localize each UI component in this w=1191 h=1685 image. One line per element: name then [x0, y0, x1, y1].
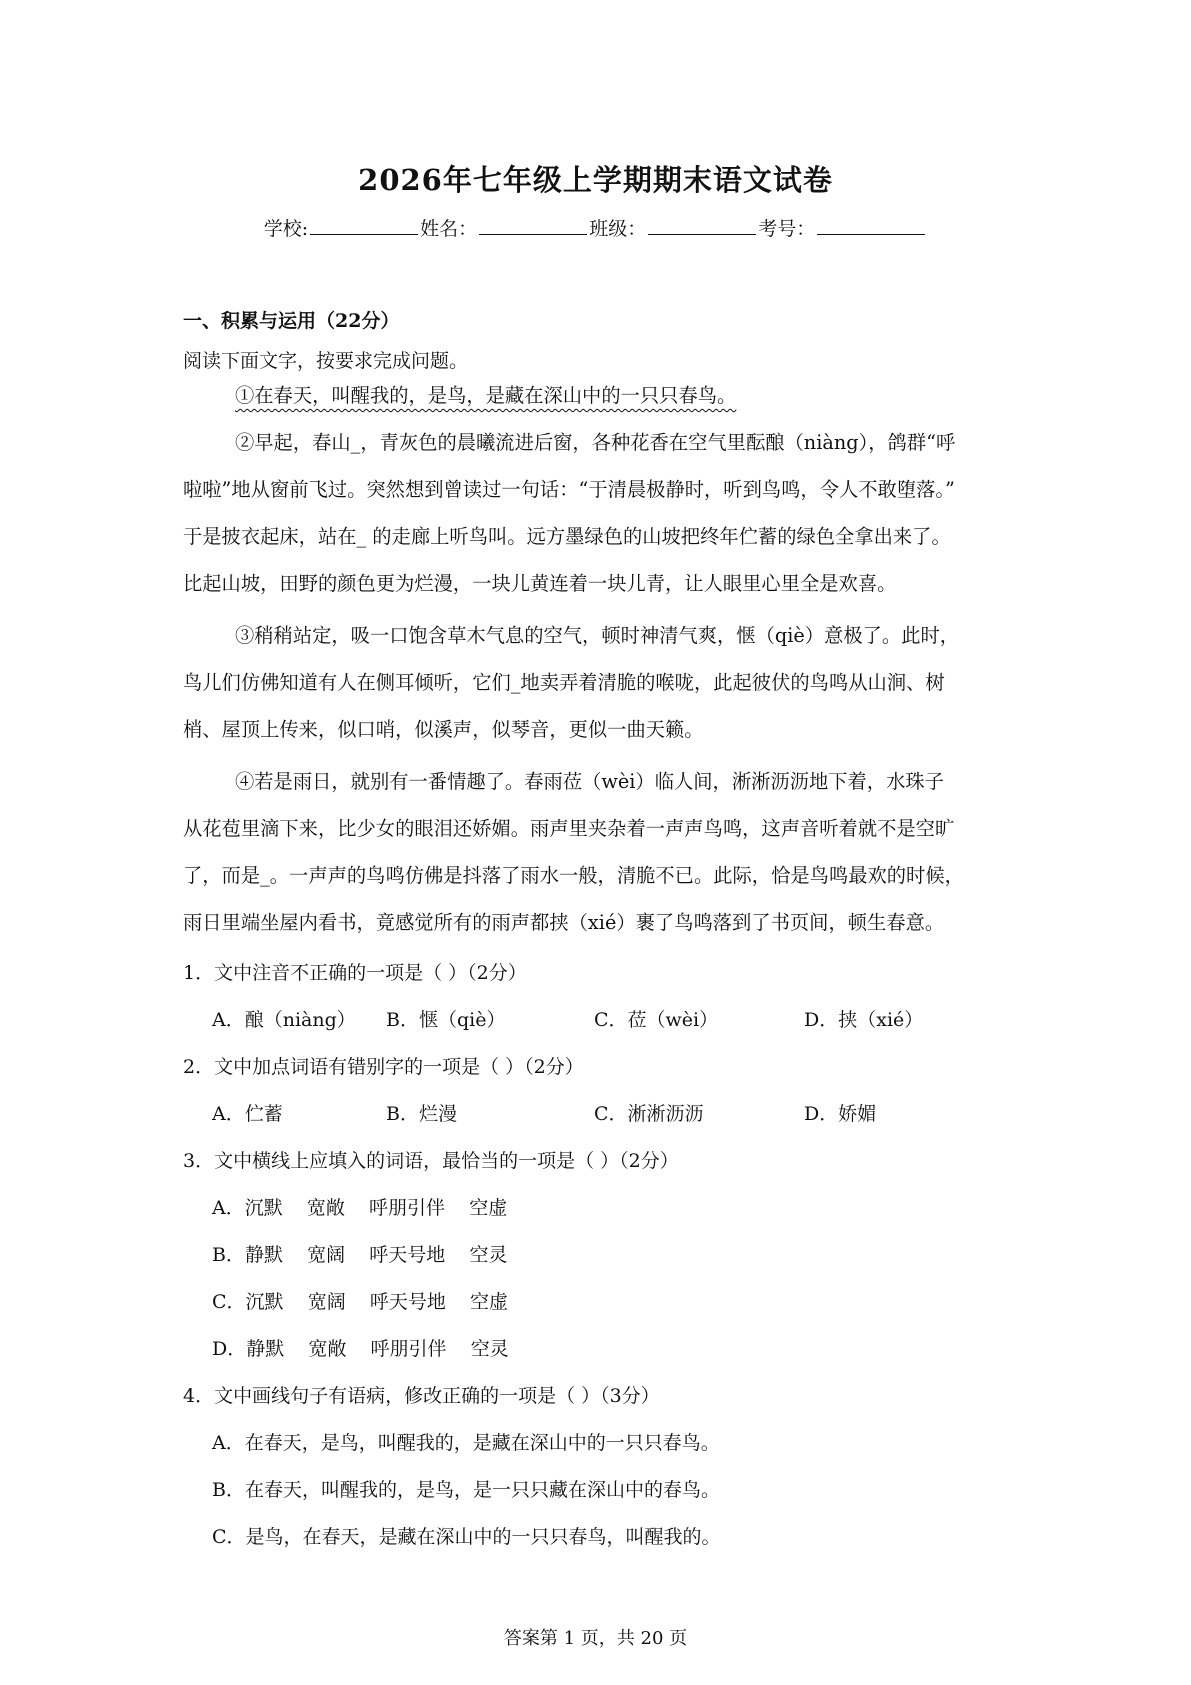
- page-footer: 答案第 1 页，共 20 页: [503, 1628, 688, 1649]
- paragraph-line: ③稍稍站定，吸一口饱含草木气息的空气，顿时神清气爽，惬（qiè）意极了。此时，: [235, 624, 960, 647]
- name-blank[interactable]: [479, 216, 587, 235]
- option-a[interactable]: A．酿（niàng）: [212, 1009, 356, 1031]
- name-label: 姓名：: [420, 218, 478, 240]
- exam-number-label: 考号：: [758, 218, 816, 240]
- option-b[interactable]: B．惬（qiè）: [386, 1009, 506, 1031]
- paragraph-line: 雨日里端坐屋内看书，竟感觉所有的雨声都挟（xié）裹了鸟鸣落到了书页间，顿生春意。: [183, 911, 945, 934]
- paragraph-line: 啦啦”地从窗前飞过。突然想到曾读过一句话：“于清晨极静时，听到鸟鸣，令人不敢堕落。”: [183, 478, 955, 501]
- question-3-stem: 3．文中横线上应填入的词语，最恰当的一项是（ ）（2分）: [183, 1150, 679, 1172]
- underlined-sentence: ①在春天，叫醒我的，是鸟，是藏在深山中的一只只春鸟。: [235, 384, 737, 407]
- paragraph-line: ②早起，春山_，青灰色的晨曦流进后窗，各种花香在空气里酝酿（niàng），鸽群“呼: [235, 431, 956, 454]
- option-d[interactable]: D．静默 宽敞 呼朋引伴 空灵: [212, 1338, 509, 1360]
- question-2-stem: 2．文中加点词语有错别字的一项是（ ）（2分）: [183, 1056, 584, 1078]
- option-b[interactable]: B．在春天，叫醒我的，是鸟，是一只只藏在深山中的春鸟。: [212, 1479, 720, 1501]
- passage-paragraph-3: [183, 612, 1021, 753]
- exam-number-blank[interactable]: [817, 216, 925, 235]
- paragraph-line: 于是披衣起床，站在_ 的走廊上听鸟叫。远方墨绿色的山坡把终年伫蓄的绿色全拿出来了。: [183, 525, 951, 548]
- option-d[interactable]: D．挟（xié）: [804, 1009, 924, 1031]
- student-info-line: [0, 214, 1191, 241]
- passage-paragraph-1: [183, 372, 1021, 419]
- option-a[interactable]: A．在春天，是鸟，叫醒我的，是藏在深山中的一只只春鸟。: [212, 1432, 720, 1454]
- question-1-stem: 1．文中注音不正确的一项是（ ）（2分）: [183, 962, 527, 984]
- paragraph-line: 鸟儿们仿佛知道有人在侧耳倾听，它们_地卖弄着清脆的喉咙，此起彼伏的鸟鸣从山涧、树: [183, 671, 945, 694]
- passage-paragraph-2: [183, 419, 1021, 607]
- question-4-stem: 4．文中画线句子有语病，修改正确的一项是（ ）（3分）: [183, 1385, 660, 1407]
- option-b[interactable]: B．静默 宽阔 呼天号地 空灵: [212, 1244, 508, 1266]
- exam-title: 2026年七年级上学期期末语文试卷: [358, 163, 833, 197]
- option-c[interactable]: C．沉默 宽阔 呼天号地 空虚: [212, 1291, 509, 1313]
- paragraph-line: 梢、屋顶上传来，似口哨，似溪声，似琴音，更似一曲天籁。: [183, 718, 704, 741]
- reading-instruction: 阅读下面文字，按要求完成问题。: [183, 350, 469, 372]
- paragraph-line: ④若是雨日，就别有一番情趣了。春雨莅（wèi）临人间，淅淅沥沥地下着，水珠子: [235, 770, 944, 793]
- section-heading: 一、积累与运用（22分）: [183, 310, 400, 332]
- question-1-options: [212, 1005, 923, 1032]
- class-blank[interactable]: [648, 216, 756, 235]
- paragraph-line: 比起山坡，田野的颜色更为烂漫，一块儿黄连着一块儿青，让人眼里心里全是欢喜。: [183, 572, 897, 595]
- option-c[interactable]: C．淅淅沥沥: [594, 1103, 704, 1125]
- school-label: 学校:: [263, 218, 309, 240]
- option-b[interactable]: B．烂漫: [386, 1103, 457, 1125]
- paragraph-line: 了，而是_。一声声的鸟鸣仿佛是抖落了雨水一般，清脆不已。此际，恰是鸟鸣最欢的时候，: [183, 864, 964, 887]
- option-d[interactable]: D．娇媚: [804, 1103, 877, 1125]
- paragraph-line: 从花苞里滴下来，比少女的眼泪还娇媚。雨声里夹杂着一声声鸟鸣，这声音听着就不是空旷: [183, 817, 955, 840]
- option-a[interactable]: A．沉默 宽敞 呼朋引伴 空虚: [212, 1197, 508, 1219]
- option-c[interactable]: C．是鸟，在春天，是藏在深山中的一只只春鸟，叫醒我的。: [212, 1526, 721, 1548]
- passage-paragraph-4: [183, 758, 1021, 946]
- school-blank[interactable]: [310, 216, 418, 235]
- option-c[interactable]: C．莅（wèi）: [594, 1009, 719, 1031]
- question-2-options: [212, 1099, 876, 1126]
- option-a[interactable]: A．伫蓄: [212, 1103, 283, 1125]
- class-label: 班级：: [589, 218, 647, 240]
